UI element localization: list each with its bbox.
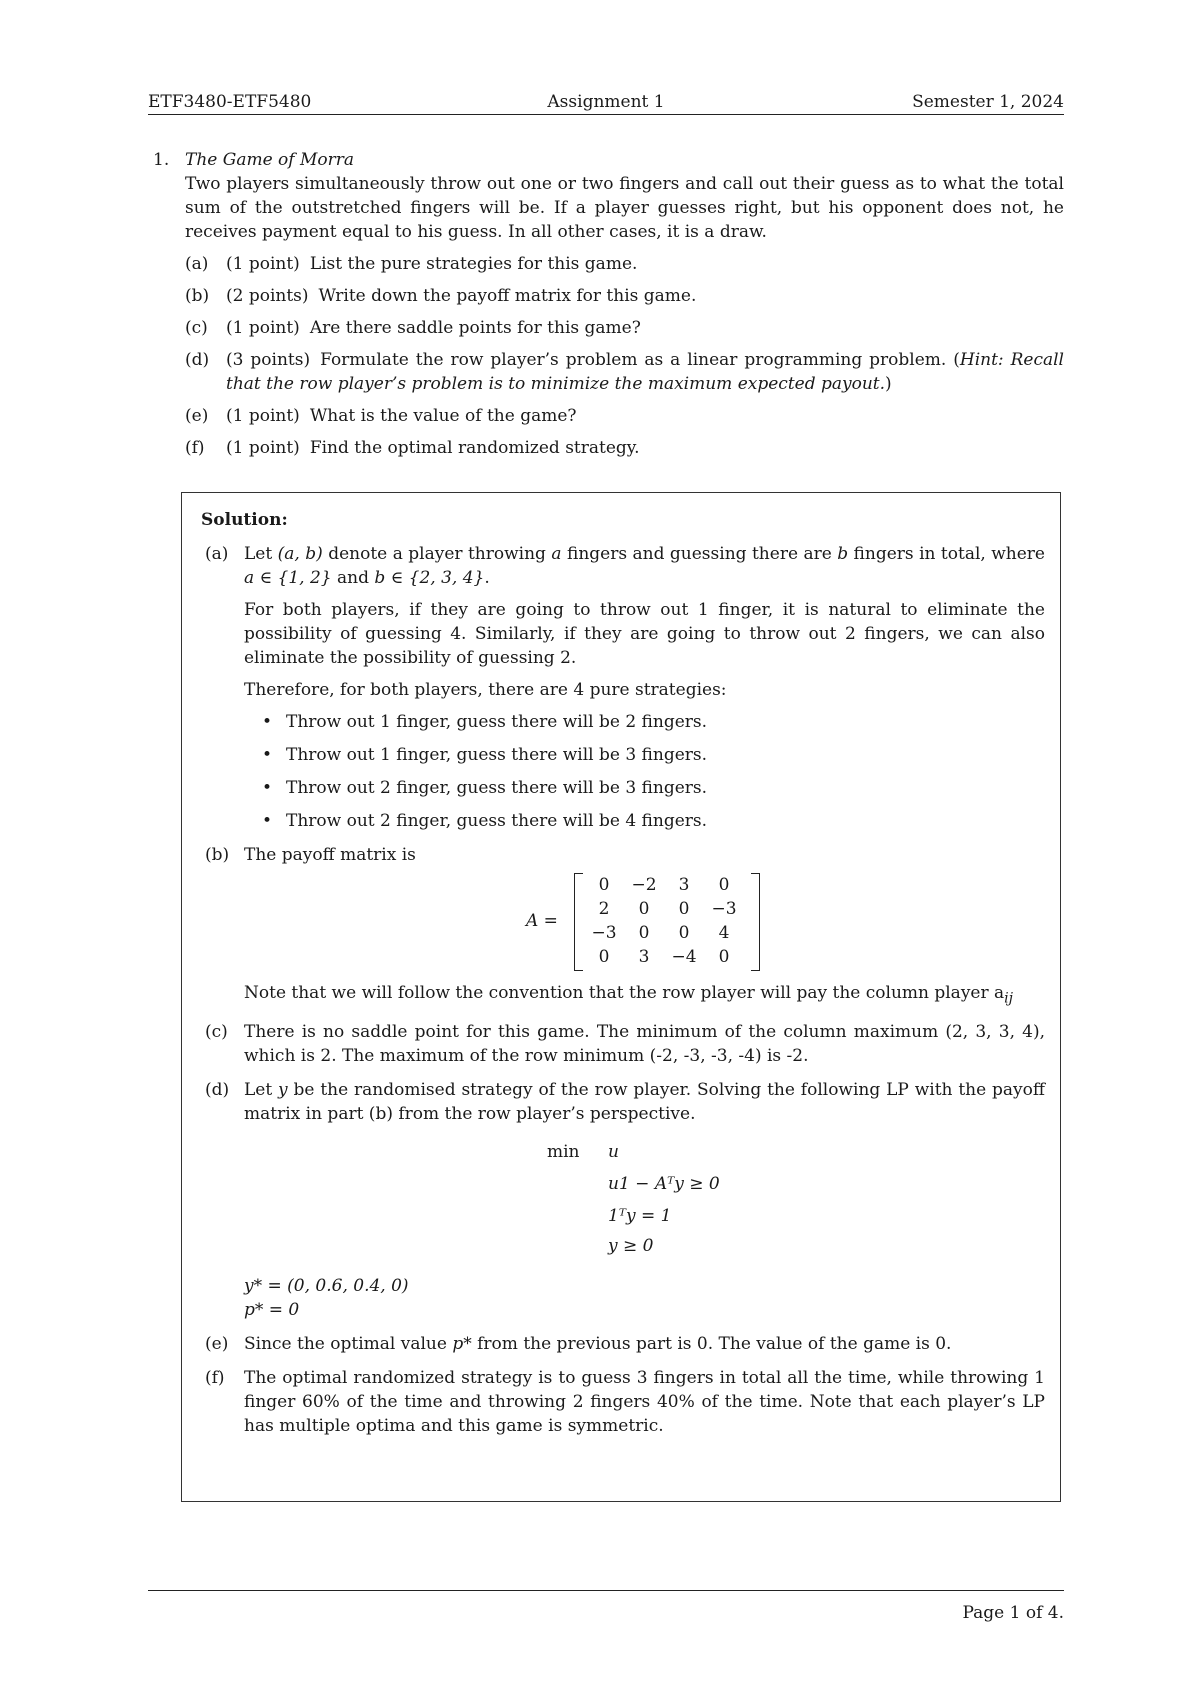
list-item: • Throw out 1 finger, guess there will be 2 fingers. (262, 710, 1045, 734)
list-item: • Throw out 2 finger, guess there will be 3 fingers. (262, 776, 1045, 800)
part-label: (d) (185, 350, 210, 370)
solution-d-text (244, 1078, 1045, 1126)
part-points: (2 points) (226, 286, 309, 306)
part-label: (b) (205, 845, 230, 865)
math: b ∈ {2, 3, 4} (374, 568, 485, 588)
part-points: (1 point) (226, 318, 300, 338)
question-part-c (185, 316, 1064, 340)
part-points: (1 point) (226, 254, 300, 274)
matrix-row (584, 945, 744, 969)
matrix-cell: 3 (678, 875, 690, 895)
list-item: • Throw out 2 finger, guess there will be 4 fingers. (262, 809, 1045, 833)
subscript: ij (1004, 990, 1014, 1007)
part-text: Are there saddle points for this game? (309, 318, 641, 338)
part-points: (1 point) (226, 406, 300, 426)
solution-f-text: The optimal randomized strategy is to guess 3 fingers in total all the time, while throwing 1 finger 60% of the time and throwing 2 fingers 40% of the time. Note that each player’s LP has multiple optima and this game is symmetric. (244, 1368, 1045, 1437)
part-points: (1 point) (226, 438, 300, 458)
matrix-cell: 0 (678, 923, 690, 943)
lp-constraint: u1 − Aᵀy ≥ 0 (608, 1174, 720, 1195)
matrix-cell: 0 (718, 875, 730, 895)
page-number: Page 1 of 4. (962, 1603, 1064, 1623)
text: Let (244, 1080, 279, 1101)
part-text: Formulate the row player’s problem as a linear programming problem. ( (320, 350, 960, 370)
part-label: (f) (185, 438, 205, 458)
list-item: • Throw out 1 finger, guess there will be 3 fingers. (262, 743, 1045, 767)
part-label: (e) (185, 406, 209, 426)
question-number: 1. (153, 150, 170, 170)
part-text: What is the value of the game? (309, 406, 577, 426)
math: (a, b) (277, 544, 323, 564)
linear-program (244, 1140, 1045, 1266)
matrix-cell: 3 (638, 947, 650, 967)
question-part-e (185, 404, 1064, 428)
solution-part-f (201, 1366, 1045, 1438)
matrix-cell: 2 (598, 899, 610, 919)
part-label: (c) (205, 1022, 228, 1043)
math: b (837, 544, 849, 564)
part-hint-close: ) (885, 374, 892, 394)
question-title: The Game of Morra (185, 150, 355, 170)
solution-part-d (201, 1078, 1045, 1322)
matrix-cell: −2 (631, 875, 657, 895)
payoff-matrix (244, 871, 1045, 971)
matrix-cell: 0 (598, 875, 610, 895)
part-label: (f) (205, 1368, 225, 1389)
text: and (331, 568, 375, 588)
text: fingers in total, where (848, 544, 1045, 564)
matrix-cell: 0 (718, 947, 730, 967)
optimal-p: p* = 0 (244, 1300, 300, 1321)
matrix-cell: 0 (598, 947, 610, 967)
question-part-a (185, 252, 1064, 276)
header-semester: Semester 1, 2024 (912, 92, 1064, 112)
matrix-table (584, 873, 744, 969)
matrix-cell: −4 (671, 947, 697, 967)
math: a ∈ {1, 2} (244, 568, 332, 588)
lp-constraint: y ≥ 0 (608, 1236, 654, 1257)
solution-b-intro: The payoff matrix is (244, 845, 416, 865)
text: be the randomised strategy of the row player. Solving the following LP with the payoff matrix in part (b) from the row player’s perspective. (244, 1080, 1045, 1125)
lp-objective: u (608, 1142, 619, 1163)
question-part-f (185, 436, 1064, 460)
solution-e-text (244, 1332, 1045, 1356)
part-label: (a) (205, 544, 229, 564)
solution-b-note (244, 981, 1045, 1010)
solution-a-summary: Therefore, for both players, there are 4 pure strategies: (244, 680, 727, 700)
math: y (278, 1080, 288, 1101)
text: from the previous part is 0. The value of the game is 0. (471, 1334, 952, 1355)
matrix-row (584, 921, 744, 945)
header-course: ETF3480-ETF5480 (148, 92, 312, 112)
math: a (551, 544, 562, 564)
part-label: (e) (205, 1334, 229, 1355)
text: Since the optimal value (244, 1334, 453, 1355)
text: Note that we will follow the convention that the row player will pay the column player a (244, 983, 1005, 1003)
matrix-cell: 4 (718, 923, 730, 943)
part-label: (b) (185, 286, 210, 306)
solution-title: Solution: (201, 510, 288, 530)
part-text: Write down the payoff matrix for this game. (318, 286, 697, 306)
text: fingers and guessing there are (561, 544, 838, 564)
solution-a-elimination: For both players, if they are going to throw out 1 finger, it is natural to eliminate the possibility of guessing 4. Similarly, if they are going to throw out 2 fingers, we can also eliminate the possibility of guessing 2. (244, 600, 1045, 668)
solution-part-e (201, 1332, 1045, 1356)
text: Let (244, 544, 278, 564)
matrix-cell: −3 (591, 923, 617, 943)
optimal-y: y* = (0, 0.6, 0.4, 0) (244, 1276, 409, 1297)
page-footer (148, 1590, 1064, 1623)
matrix-row (584, 897, 744, 921)
page-header (148, 88, 1064, 115)
matrix-cell: 0 (638, 899, 650, 919)
question-part-d (185, 348, 1064, 396)
right-bracket (751, 873, 760, 971)
part-hint: Hint: Recall that the row player’s problem is to minimize the maximum expected payout. (226, 350, 1064, 394)
matrix-cell: 0 (638, 923, 650, 943)
matrix-cell: −3 (711, 899, 737, 919)
lp-min: min (547, 1142, 580, 1163)
text: denote a player throwing (322, 544, 552, 564)
left-bracket (574, 873, 583, 971)
part-points: (3 points) (226, 350, 311, 370)
text: . (484, 568, 490, 588)
question-1 (153, 148, 1064, 460)
solution-c-text: There is no saddle point for this game. The minimum of the column maximum (2, 3, 3, 4), which is 2. The maximum of the row minimum (-2, -3, -3, -4) is -2. (244, 1022, 1045, 1067)
solution-part-c (201, 1020, 1045, 1068)
matrix-row (584, 873, 744, 897)
matrix-cell: 0 (678, 899, 690, 919)
header-title: Assignment 1 (547, 92, 665, 112)
part-text: List the pure strategies for this game. (309, 254, 638, 274)
question-part-b (185, 284, 1064, 308)
part-label: (c) (185, 318, 208, 338)
strategy-list (244, 710, 1045, 833)
solution (201, 508, 1045, 1438)
matrix-label: A = (526, 911, 558, 931)
question-intro: Two players simultaneously throw out one or two fingers and call out their guess as to what the total sum of the outstretched fingers will be. If a player guesses right, but his opponent does not, he receives payment equal to his guess. In all other cases, it is a draw. (185, 174, 1064, 242)
part-text: Find the optimal randomized strategy. (309, 438, 640, 458)
part-label: (d) (205, 1080, 230, 1101)
solution-a-definition (244, 542, 1045, 590)
lp-constraint: 1ᵀy = 1 (608, 1206, 672, 1227)
math: p* (452, 1334, 472, 1355)
solution-part-b (201, 843, 1045, 1010)
solution-part-a (201, 542, 1045, 833)
part-label: (a) (185, 254, 209, 274)
